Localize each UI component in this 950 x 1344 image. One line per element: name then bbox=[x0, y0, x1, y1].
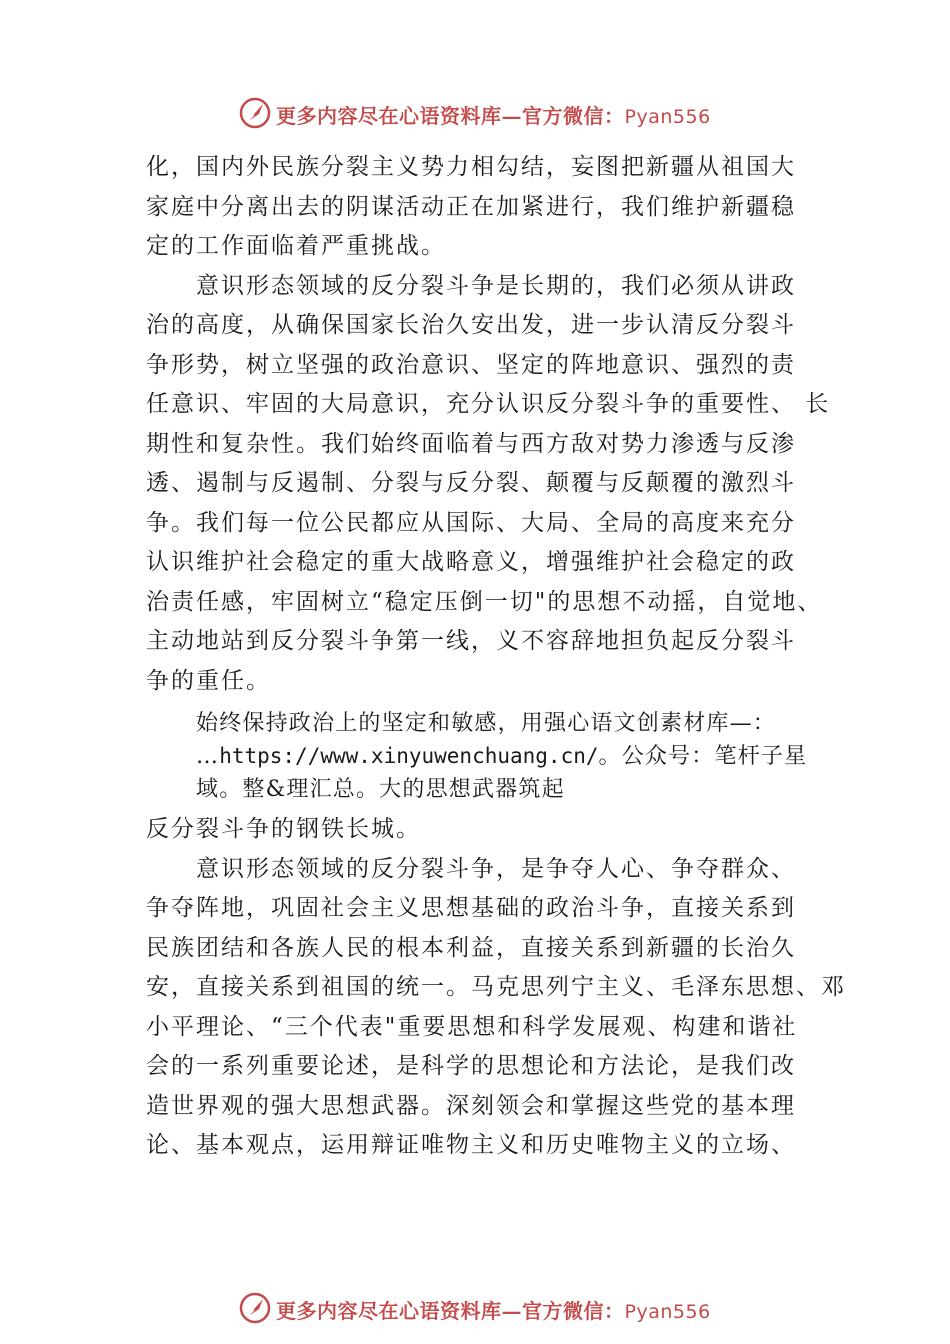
para2-line: 主动地站到反分裂斗争第一线，义不容辞地担负起反分裂斗 bbox=[146, 628, 796, 654]
header-label: 更多内容尽在心语资料库—官方微信： bbox=[276, 104, 625, 128]
document-body bbox=[146, 148, 846, 1166]
para4-line: 争夺阵地，巩固社会主义思想基础的政治斗争，直接关系到 bbox=[146, 895, 796, 921]
para2-line: 治责任感，牢固树立“稳定压倒一切"的思想不动摇，自觉地、 bbox=[146, 588, 823, 615]
para4-line: 意识形态领域的反分裂斗争，是争夺人心、争夺群众、 bbox=[196, 855, 796, 882]
para4-line: 论、基本观点，运用辩证唯物主义和历史唯物主义的立场、 bbox=[146, 1132, 796, 1158]
quill-pen-logo-icon bbox=[238, 1291, 272, 1325]
quill-pen-logo-icon bbox=[238, 96, 272, 130]
link-block-line bbox=[146, 740, 846, 773]
para1-line: 化，国内外民族分裂主义势力相勾结，妄图把新疆从祖国大 bbox=[146, 154, 796, 180]
link-block-line: 域。整&理汇总。大的思想武器筑起 bbox=[196, 777, 565, 802]
para2-line: 透、遏制与反遏制、分裂与反分裂、颠覆与反颠覆的激烈斗 bbox=[146, 470, 796, 496]
para4-line: 安，直接关系到祖国的统一。马克思列宁主义、毛泽东思想、邓 bbox=[146, 974, 846, 1000]
para4-line: 造世界观的强大思想武器。深刻领会和掌握这些党的基本理 bbox=[146, 1092, 796, 1119]
para4-line: 会的一系列重要论述，是科学的思想论和方法论，是我们改 bbox=[146, 1053, 796, 1079]
page-footer-banner bbox=[0, 1289, 950, 1329]
footer-wechat-id: Pyan556 bbox=[624, 1301, 711, 1323]
link-prefix: … bbox=[196, 744, 220, 769]
link-block-line: 始终保持政治上的坚定和敏感，用强心语文创素材库—： bbox=[196, 711, 777, 736]
para2-line: 争。我们每一位公民都应从国际、大局、全局的高度来充分 bbox=[146, 509, 796, 536]
link-suffix: 。公众号：笔杆子星 bbox=[598, 744, 808, 769]
para2-line: 期性和复杂性。我们始终面临着与西方敌对势力渗透与反渗 bbox=[146, 430, 796, 457]
header-text bbox=[276, 100, 711, 129]
para2-line: 治的高度，从确保国家长治久安出发，进一步认清反分裂斗 bbox=[146, 312, 796, 338]
source-url-link[interactable]: https://www.xinyuwenchuang.cn/ bbox=[219, 744, 599, 768]
footer-label: 更多内容尽在心语资料库—官方微信： bbox=[276, 1299, 625, 1323]
para2-line: 意识形态领域的反分裂斗争是长期的，我们必须从讲政 bbox=[196, 272, 796, 299]
para2-line: 争的重任。 bbox=[146, 667, 271, 694]
footer-text bbox=[276, 1295, 711, 1324]
para1-line: 定的工作面临着严重挑战。 bbox=[146, 233, 446, 259]
para2-line: 任意识、牢固的大局意识，充分认识反分裂斗争的重要性、 长 bbox=[146, 391, 831, 417]
para2-line: 认识维护社会稳定的重大战略意义，增强维护社会稳定的政 bbox=[146, 549, 796, 575]
para3-line: 反分裂斗争的钢铁长城。 bbox=[146, 816, 421, 842]
para4-line: 民族团结和各族人民的根本利益，直接关系到新疆的长治久 bbox=[146, 934, 796, 961]
para4-line: 小平理论、“三个代表"重要思想和科学发展观、构建和谐社 bbox=[146, 1013, 798, 1040]
page-header-banner bbox=[0, 94, 950, 134]
header-wechat-id: Pyan556 bbox=[624, 106, 711, 128]
para2-line: 争形势，树立坚强的政治意识、坚定的阵地意识、强烈的责 bbox=[146, 351, 796, 378]
para1-line: 家庭中分离出去的阴谋活动正在加紧进行，我们维护新疆稳 bbox=[146, 193, 796, 220]
